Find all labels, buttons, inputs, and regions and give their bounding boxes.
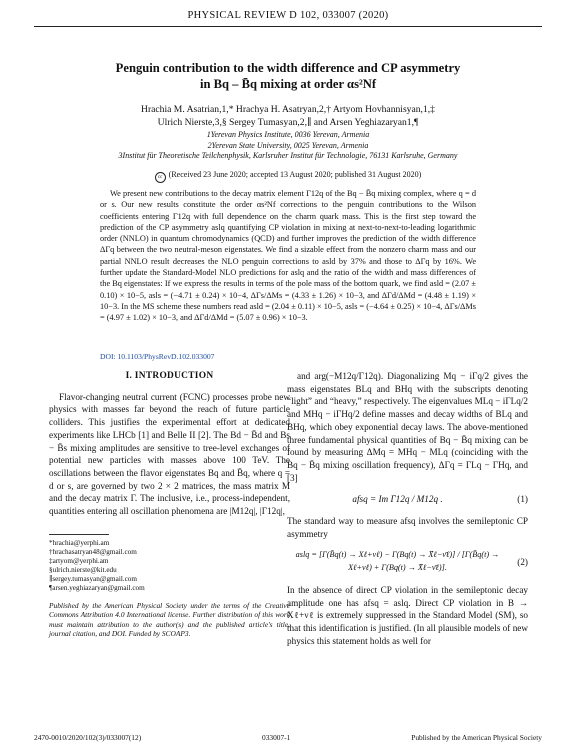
affiliation-2: 2Yerevan State University, 0025 Yerevan, Armenia [207, 140, 369, 150]
affiliation-1: 1Yerevan Physics Institute, 0036 Yerevan, Armenia [206, 130, 370, 139]
equation-2-expr: aslq = [Γ(B̄q(t) → Xℓ+νℓ) − Γ(Bq(t) → X̄ℓ−ν̄ℓ)] / [Γ(B̄q(t) → Xℓ+νℓ) + Γ(Bq(t) → X̄ℓ−ν̄ℓ)]. [295, 550, 500, 573]
asymmetry-paragraph: The standard way to measure afsq involves the semileptonic CP asymmetry [287, 516, 528, 539]
footer-page: 033007-1 [262, 733, 291, 742]
left-column [49, 370, 290, 638]
footnote-5[interactable]: ∥sergey.tumasyan@gmail.com [49, 574, 137, 583]
direct-cp-paragraph: In the absence of direct CP violation in the semileptonic decay amplitude one has afsq = aslq. Direct CP violation in B → Xℓ+νℓ is extremely suppressed in the Standard Model (SM), so that this identification is justified. (In all plausible models of new physics this statement holds as well for [287, 584, 528, 646]
footer-issn: 2470-0010/2020/102(3)/033007(12) [34, 733, 142, 742]
footnote-rule [49, 534, 109, 535]
author-list [60, 104, 516, 129]
open-access-icon: cc [155, 172, 166, 183]
authors-line-2: Ulrich Nierste,3,§ Sergey Tumasyan,2,∥ and Arsen Yeghiazaryan1,¶ [157, 116, 419, 128]
received-dates [60, 170, 516, 183]
title-line-2: in Bq – B̄q mixing at order αs²Nf [199, 77, 377, 91]
equation-1-number: (1) [517, 494, 528, 505]
footnote-2[interactable]: †hrachasatryan48@gmail.com [49, 547, 137, 556]
received-text: (Received 23 June 2020; accepted 13 August 2020; published 31 August 2020) [168, 170, 422, 179]
intro-paragraph: Flavor-changing neutral current (FCNC) processes probe new physics with masses far beyond the reach of future particle colliders. This justifies the experimental effort at dedicated experiments like LHCb [1] and Belle II [2]. The Bd − B̄d and Bs − B̄s mixing amplitudes are sensitive to tree-level exchanges of potential new particles with masses above 100 TeV. The oscillations between the flavor eigenstates Bq and B̄q, where q = d or s, are governed by two 2 × 2 matrices, the mass matrix M and the decay matrix Γ. The inclusive, i.e., process-independent, quantities entering all oscillation phenomena are |M12q|, |Γ12q|, [49, 391, 290, 517]
running-header: PHYSICAL REVIEW D 102, 033007 (2020) [187, 10, 389, 21]
equation-2 [287, 549, 528, 574]
authors-line-1: Hrachia M. Asatrian,1,* Hrachya H. Asatryan,2,† Artyom Hovhannisyan,1,‡ [141, 104, 435, 115]
header-rule [34, 26, 542, 27]
footnote-3[interactable]: ‡artyom@yerphi.am [49, 556, 109, 565]
page-footer [34, 733, 542, 742]
footnote-4[interactable]: §ulrich.nierste@kit.edu [49, 565, 117, 574]
mixing-paragraph: and arg(−M12q/Γ12q). Diagonalizing Mq − iΓq/2 gives the mass eigenstates BLq and BHq with the subscripts denoting “light” and “heavy,” respectively. The eigenvalues MLq − iΓLq/2 and MHq − iΓHq/2 define masses and decay widths of BLq and BHq, which obey exponential decay laws. The above-mentioned three fundamental physical quantities of Bq − B̄q mixing can be found by measuring ΔMq = MHq − MLq (coinciding with the Bq − B̄q mixing oscillation frequency), ΔΓq = ΓLq − ΓHq, and [3] [287, 371, 528, 483]
right-column [287, 370, 528, 647]
doi-link[interactable]: DOI: 10.1103/PhysRevD.102.033007 [100, 352, 215, 361]
title-line-1: Penguin contribution to the width difference and CP asymmetry [115, 61, 461, 75]
abstract: We present new contributions to the decay matrix element Γ12q of the Bq − B̄q mixing complex, where q = d or s. Our new results constitute the order αs²Nf corrections to the penguin contributions to the Wilson coefficients entering Γ12q with full dependence on the charm quark mass. This is the first step toward the prediction of the CP asymmetry aslq quantifying CP violation in mixing at next-to-next-to-leading logarithmic order (NNLO) in quantum chromodynamics (QCD) and further improves the prediction of the width difference ΔΓq between the two neutral-meson eigenstates. We find a sizable effect from the nonzero charm mass and our partial NNLO result decreases the NLO penguin corrections to asld by 37% and those to ΔΓq by 16%. We further update the Standard-Model NLO predictions for aslq and the ratio of the width and mass differences of the Bq eigenstates: If we express the results in terms of the pole mass of the bottom quark, we find asld = (2.07 ± 0.10) × 10−5, asls = (−4.71 ± 0.24) × 10−4, ΔΓs/ΔMs = (4.33 ± 1.26) × 10−3, and ΔΓd/ΔMd = (4.48 ± 1.19) × 10−3. In the MS scheme these numbers read asld = (2.04 ± 0.11) × 10−5, asls = (−4.64 ± 0.25) × 10−4, ΔΓs/ΔMs = (4.97 ± 1.02) × 10−3, and ΔΓd/ΔMd = (5.07 ± 0.96) × 10−3. [100, 189, 476, 323]
affiliation-3: 3Institut für Theoretische Teilchenphysik, Karlsruher Institut für Technologie, 76131 Karlsruhe, Germany [118, 151, 458, 160]
doi-line [100, 352, 214, 361]
license-note: Published by the American Physical Society under the terms of the Creative Commons Attribution 4.0 International license. Further distribution of this work must maintain attribution to the author(s) and the published article's title, journal citation, and DOI. Funded by SCOAP3. [49, 600, 290, 638]
equation-1-expr: afsq = Im Γ12q / M12q . [352, 494, 443, 505]
footnote-6[interactable]: ¶arsen.yeghiazaryan@gmail.com [49, 583, 145, 592]
affiliations [40, 130, 536, 162]
footer-publisher: Published by the American Physical Society [411, 733, 542, 742]
equation-1 [287, 493, 528, 506]
paper-title [60, 60, 516, 92]
footnote-1[interactable]: *hrachia@yerphi.am [49, 538, 110, 547]
equation-2-number: (2) [517, 556, 528, 567]
section-heading: I. INTRODUCTION [125, 371, 214, 381]
